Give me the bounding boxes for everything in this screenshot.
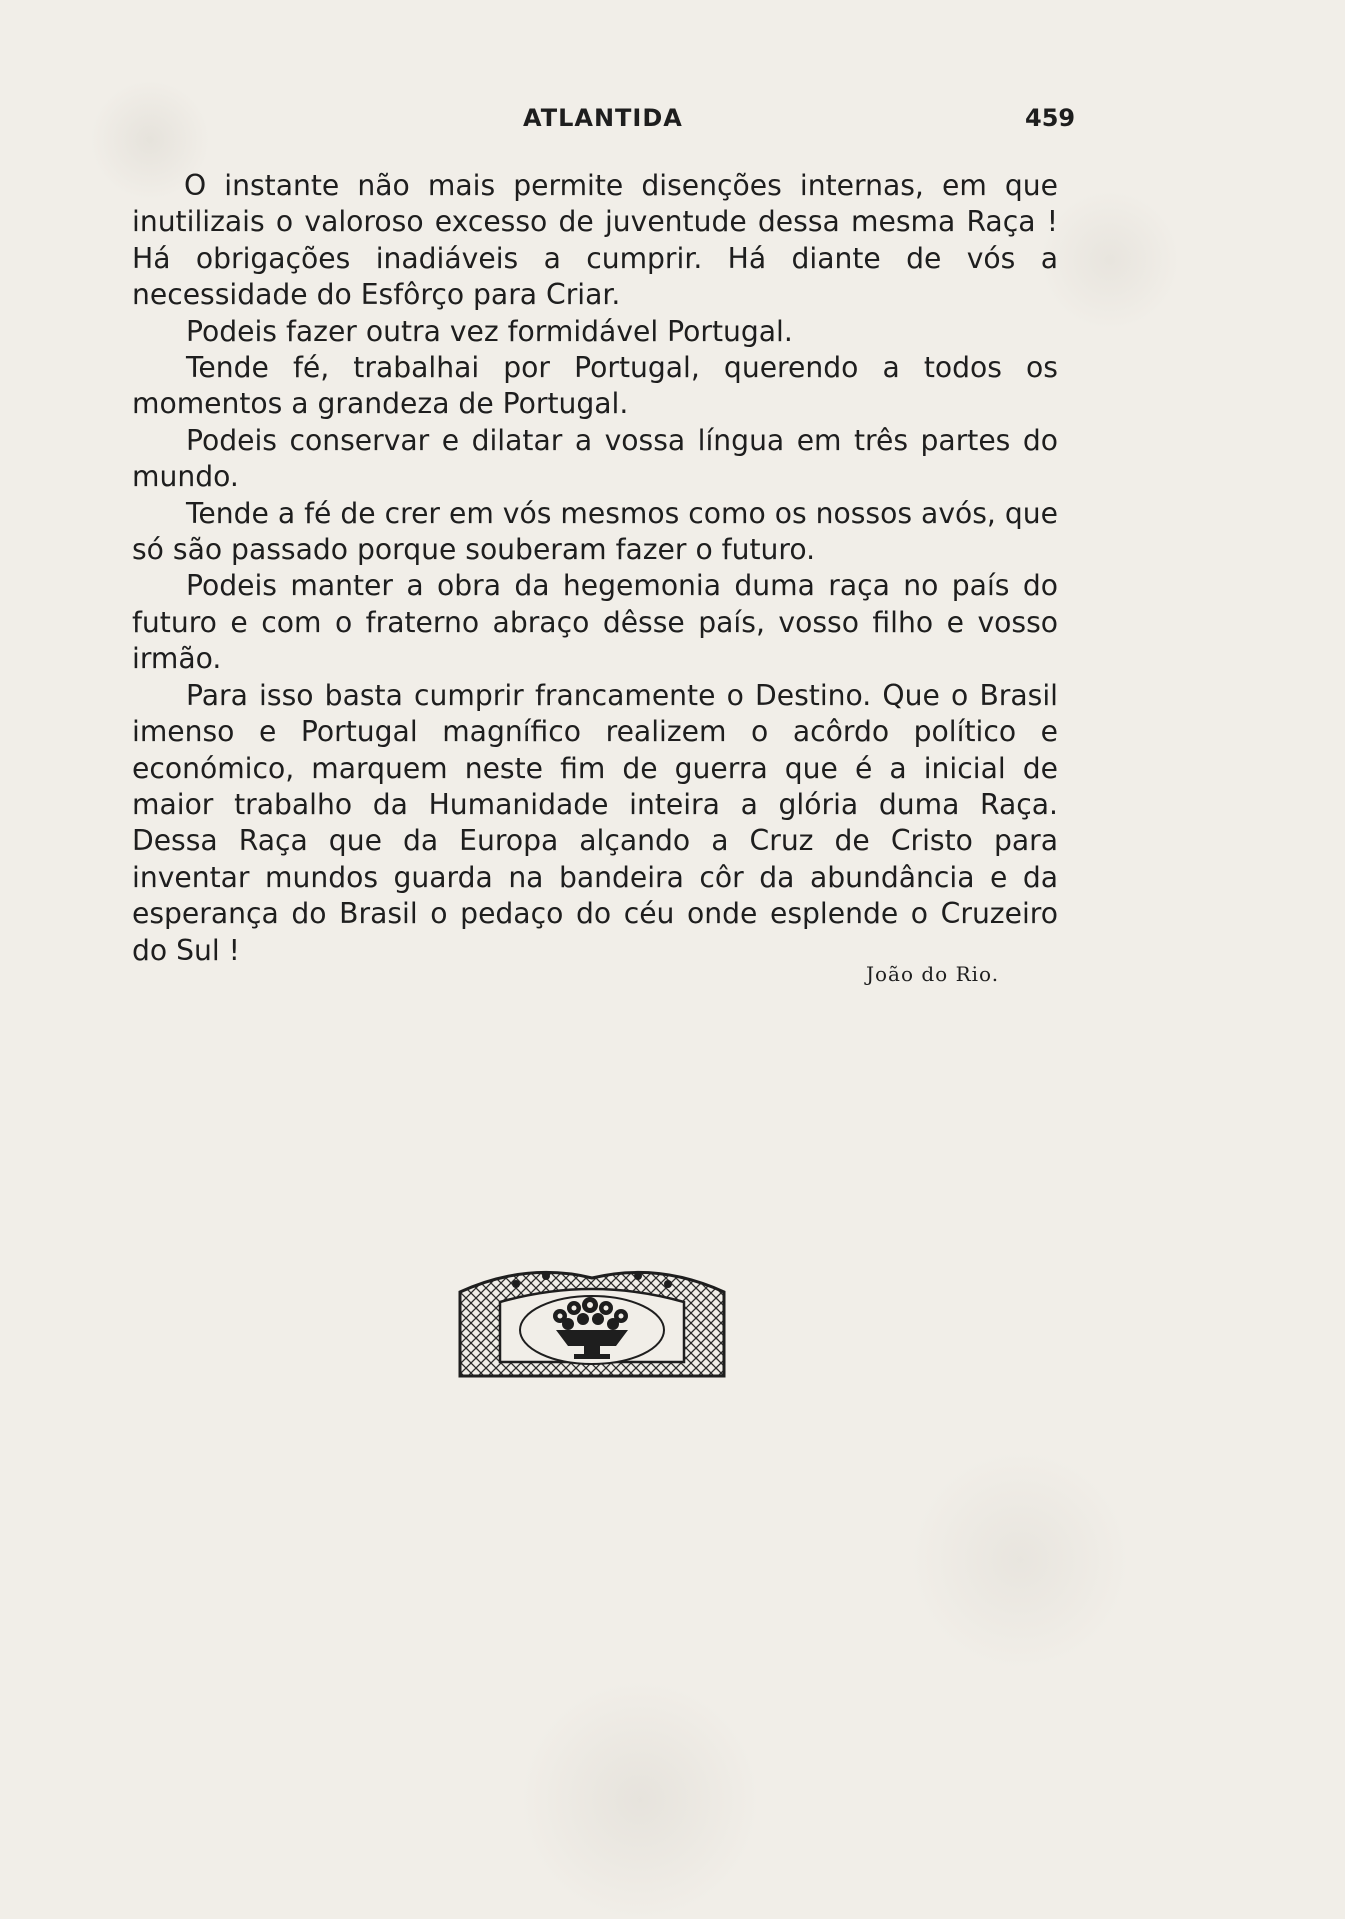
- page-number: 459: [1025, 104, 1076, 132]
- author-signature: João do Rio.: [866, 962, 1000, 986]
- paragraph: Para isso basta cumprir francamente o Destino. Que o Brasil imenso e Portugal magnífico realizem o acôrdo político e económico, marquem neste fim de guerra que é a inicial de maior trabalho da Humanidade inteira a glória duma Raça. Dessa Raça que da Europa alçando a Cruz de Cristo para inventar mundos guarda na bandeira côr da abundância e da esperança do Brasil o pedaço do céu onde esplende o Cruzeiro do Sul !: [132, 678, 1058, 967]
- running-title: ATLANTIDA: [523, 104, 683, 132]
- paragraph: Tende a fé de crer em vós mesmos como os nossos avós, que só são passado porque souberam fazer o futuro.: [132, 496, 1058, 567]
- paragraph: Podeis conservar e dilatar a vossa língua em três partes do mundo.: [132, 423, 1058, 494]
- paragraph: O instante não mais permite disenções internas, em que inutilizais o valoroso excesso de juventude dessa mesma Raça ! Há obrigações inadiáveis a cumprir. Há diante de vós a necessidade do Esfôrço para Criar.: [132, 169, 1058, 312]
- paragraph: Tende fé, trabalhai por Portugal, querendo a todos os momentos a grandeza de Portugal.: [132, 351, 1058, 421]
- paragraph: Podeis manter a obra da hegemonia duma raça no país do futuro e com o fraterno abraço dêsse país, vosso filho e vosso irmão.: [132, 569, 1058, 676]
- flower-basket-vignette-icon: [456, 1258, 728, 1384]
- paragraph: Podeis fazer outra vez formidável Portugal.: [186, 314, 793, 348]
- running-head: [0, 104, 1345, 134]
- body-text: [132, 168, 1058, 969]
